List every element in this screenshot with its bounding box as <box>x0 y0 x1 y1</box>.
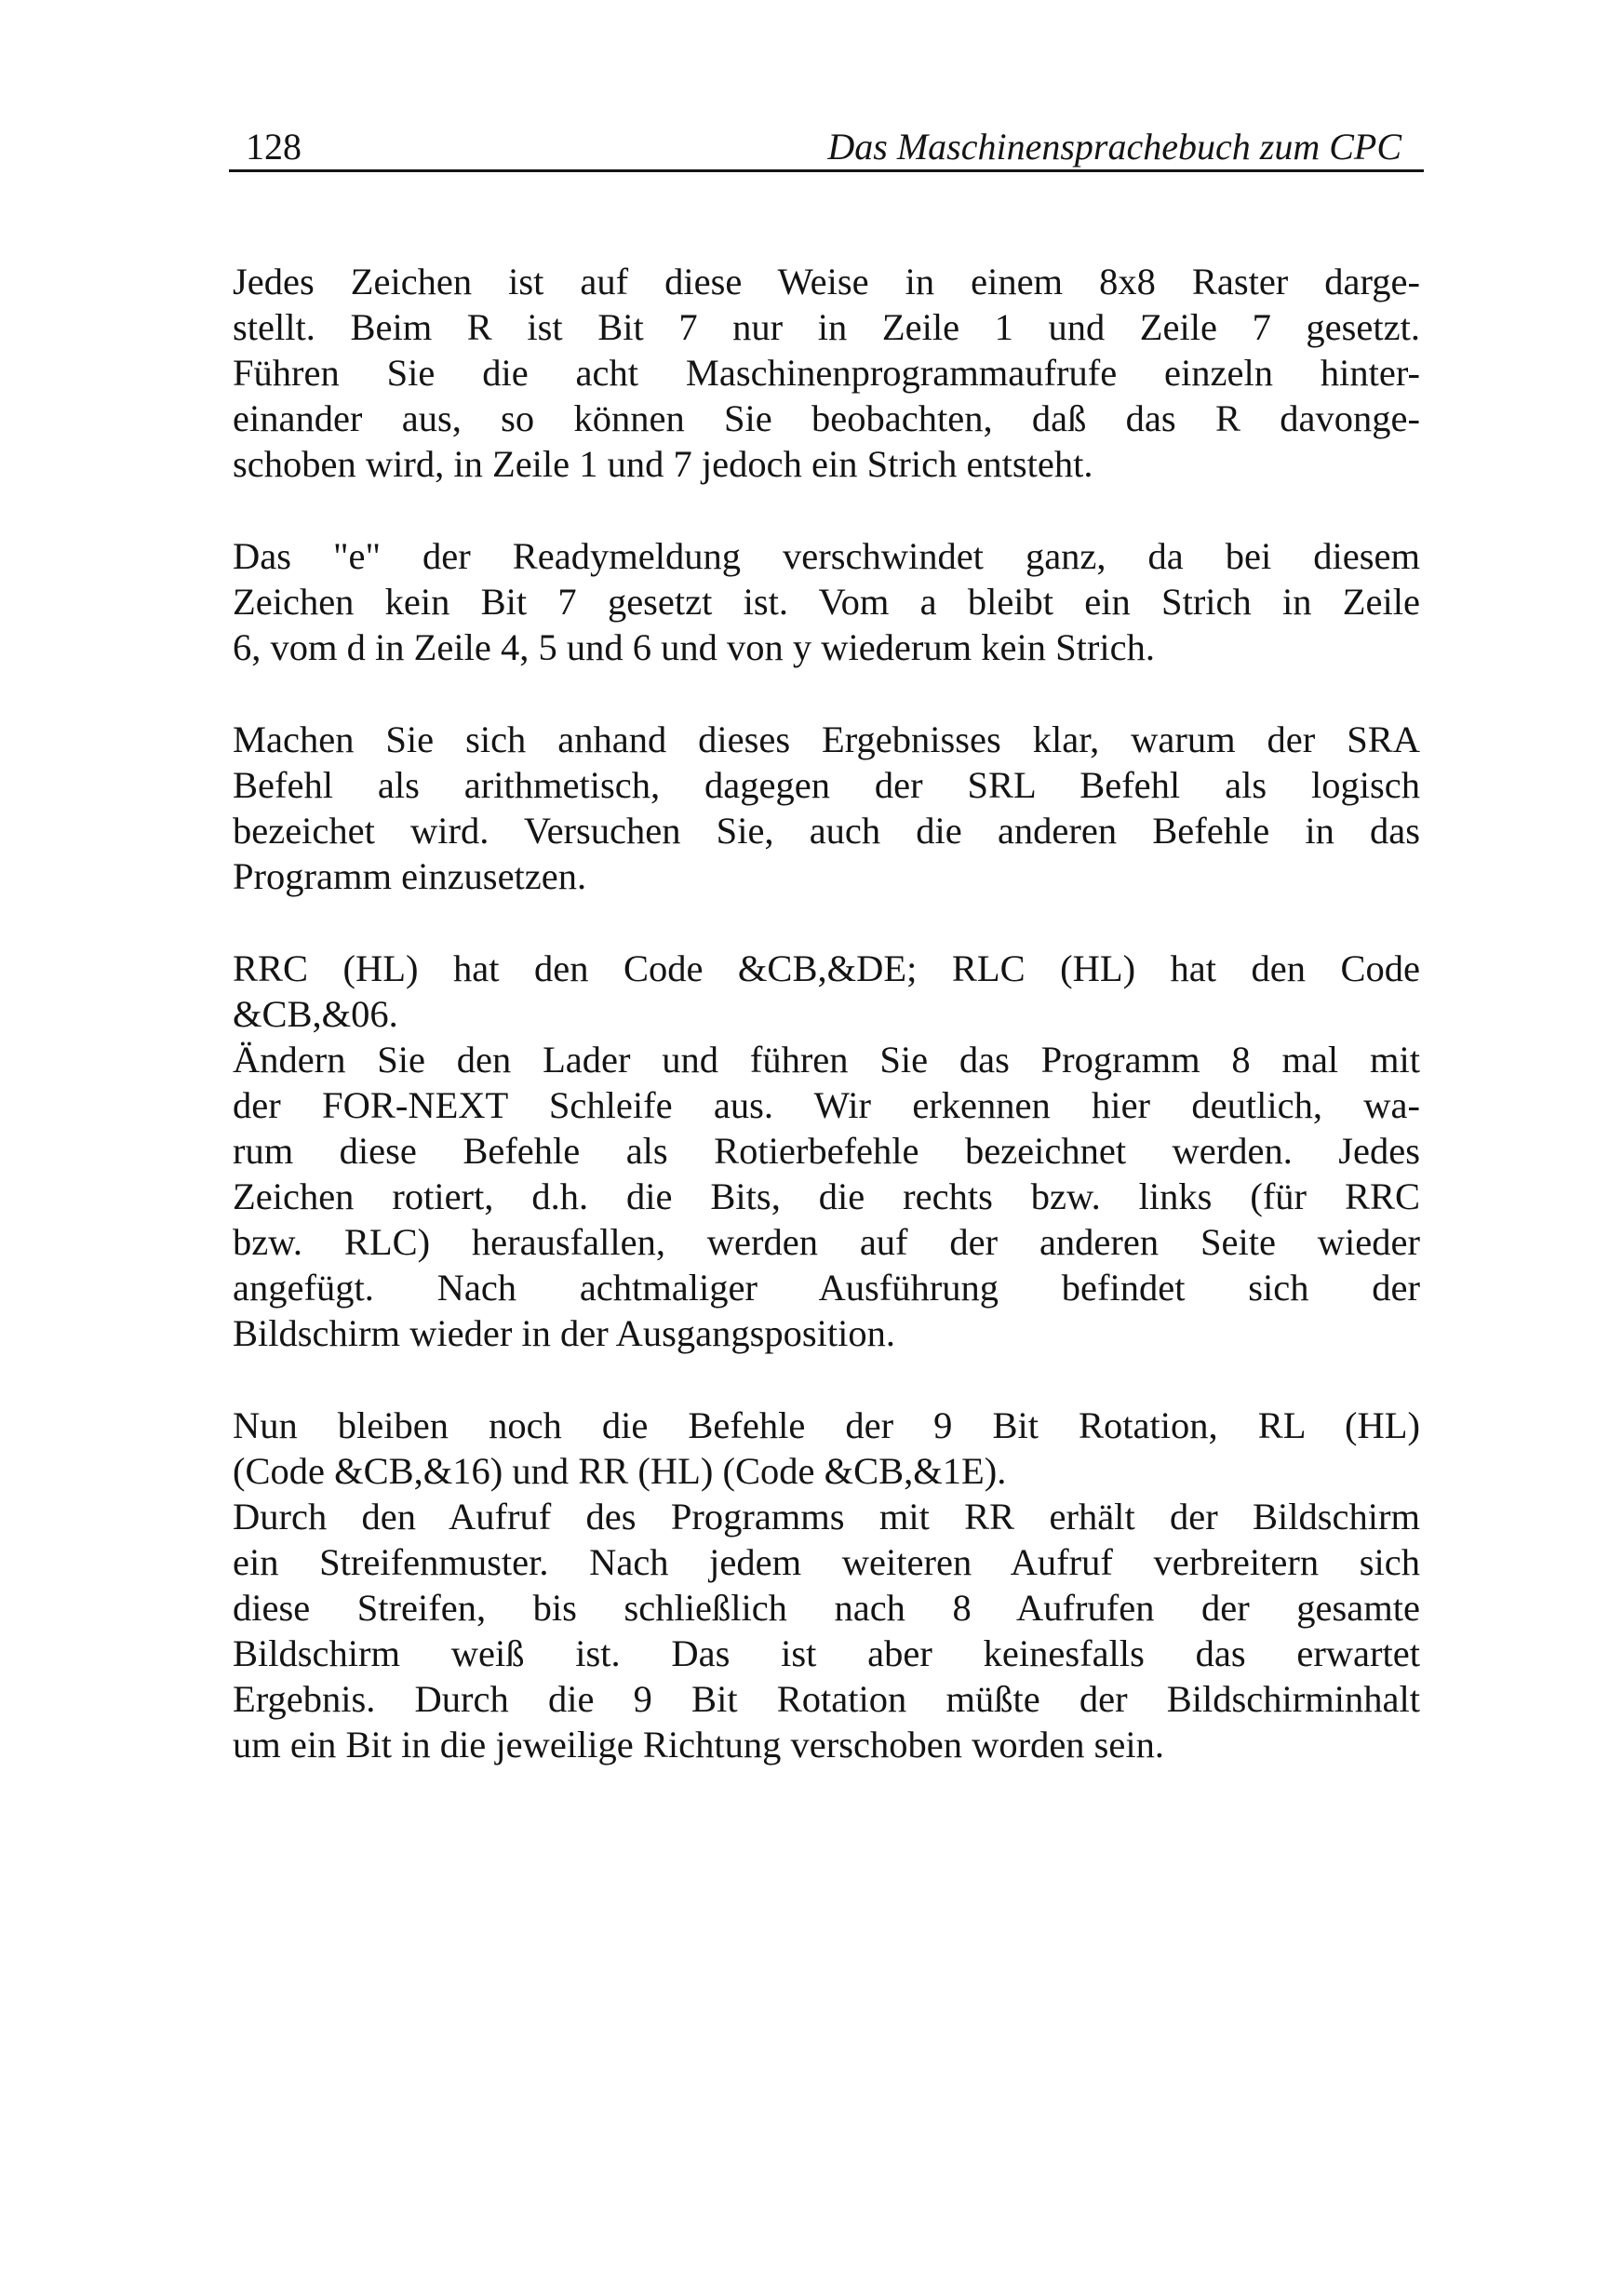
text-line: schoben wird, in Zeile 1 und 7 jedoch ein Strich entsteht. <box>233 443 1093 485</box>
text-line: Bildschirm wieder in der Ausgangsposition. <box>233 1312 896 1354</box>
text-line: 6, vom d in Zeile 4, 5 und 6 und von y wiederum kein Strich. <box>233 626 1155 668</box>
text-line: &CB,&06. <box>233 993 398 1035</box>
text-line: Zeichen kein Bit 7 gesetzt ist. Vom a bleibt ein Strich in Zeile <box>233 581 1420 623</box>
text-line: Ändern Sie den Lader und führen Sie das Programm 8 mal mit <box>233 1039 1420 1081</box>
text-line: Zeichen rotiert, d.h. die Bits, die rechts bzw. links (für RRC <box>233 1175 1420 1217</box>
paragraph-character-grid <box>233 259 1420 487</box>
text-line: Bildschirm weiß ist. Das ist aber keinesfalls das erwartet <box>233 1632 1420 1674</box>
text-line: bzw. RLC) herausfallen, werden auf der anderen Seite wieder <box>233 1221 1420 1263</box>
text-line: der FOR-NEXT Schleife aus. Wir erkennen hier deutlich, wa- <box>233 1084 1420 1126</box>
body-text <box>233 259 1420 1814</box>
text-line: Das "e" der Readymeldung verschwindet ganz, da bei diesem <box>233 535 1420 577</box>
running-title: Das Maschinensprachebuch zum CPC <box>827 126 1401 168</box>
text-line: einander aus, so können Sie beobachten, daß das R davonge- <box>233 397 1420 439</box>
text-line: (Code &CB,&16) und RR (HL) (Code &CB,&1E). <box>233 1450 1007 1492</box>
text-line: Durch den Aufruf des Programms mit RR erhält der Bildschirm <box>233 1496 1420 1537</box>
text-line: RRC (HL) hat den Code &CB,&DE; RLC (HL) hat den Code <box>233 947 1420 989</box>
paragraph-sra-srl <box>233 717 1420 899</box>
text-line: Programm einzusetzen. <box>233 855 587 897</box>
text-line: Machen Sie sich anhand dieses Ergebnisses klar, warum der SRA <box>233 718 1420 760</box>
text-line: diese Streifen, bis schließlich nach 8 Aufrufen der gesamte <box>233 1587 1420 1629</box>
text-line: rum diese Befehle als Rotierbefehle bezeichnet werden. Jedes <box>233 1130 1420 1172</box>
paragraph-rrc-rlc <box>233 946 1420 1356</box>
text-line: Ergebnis. Durch die 9 Bit Rotation müßte der Bildschirminhalt <box>233 1678 1420 1720</box>
text-line: um ein Bit in die jeweilige Richtung verschoben worden sein. <box>233 1724 1165 1766</box>
page-header <box>229 117 1424 172</box>
page-number: 128 <box>246 126 302 168</box>
paragraph-9-bit-rotation <box>233 1403 1420 1767</box>
text-line: bezeichet wird. Versuchen Sie, auch die anderen Befehle in das <box>233 810 1420 852</box>
text-line: ein Streifenmuster. Nach jedem weiteren Aufruf verbreitern sich <box>233 1541 1420 1583</box>
text-line: stellt. Beim R ist Bit 7 nur in Zeile 1 und Zeile 7 gesetzt. <box>233 306 1420 348</box>
text-line: Nun bleiben noch die Befehle der 9 Bit Rotation, RL (HL) <box>233 1404 1420 1446</box>
text-line: Führen Sie die acht Maschinenprogrammaufrufe einzeln hinter- <box>233 352 1420 394</box>
text-line: angefügt. Nach achtmaliger Ausführung befindet sich der <box>233 1267 1420 1309</box>
paragraph-ready-message <box>233 533 1420 670</box>
text-line: Jedes Zeichen ist auf diese Weise in einem 8x8 Raster darge- <box>233 261 1420 302</box>
text-line: Befehl als arithmetisch, dagegen der SRL Befehl als logisch <box>233 764 1420 806</box>
